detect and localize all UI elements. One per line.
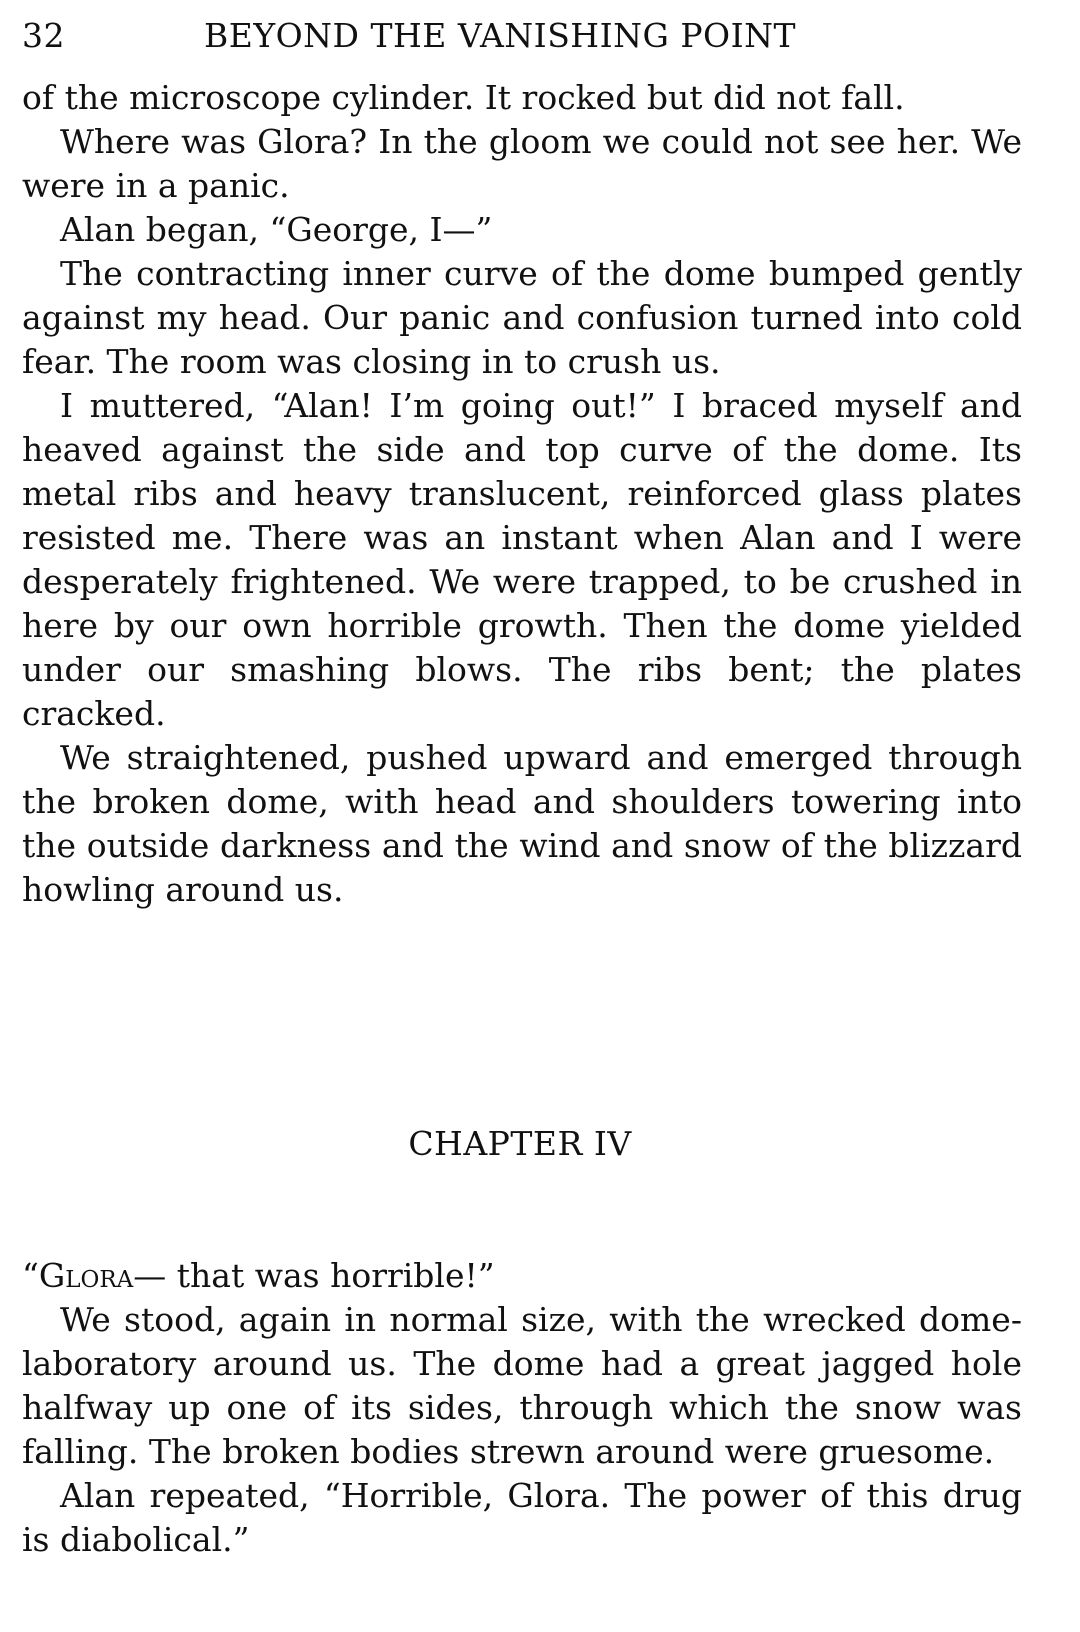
paragraph: of the microscope cylinder. It rocked but did not fall. bbox=[22, 78, 905, 117]
page-number: 32 bbox=[22, 16, 65, 55]
paragraph: I muttered, “Alan! I’m going out!” I braced myself and heaved against the side and top curve of the dome. Its metal ribs and heavy translucent, reinforced glass plates resisted me. There was an instant when Alan and I were desperately frightened. We were trapped, to be crushed in here by our own horrible growth. Then the dome yielded under our smashing blows. The ribs bent; the plates cracked. bbox=[22, 386, 1022, 733]
book-title: BEYOND THE VANISHING POINT bbox=[204, 16, 797, 55]
paragraph: The contracting inner curve of the dome bumped gently against my head. Our panic and confusion turned into cold fear. The room was closing in to crush us. bbox=[22, 254, 1022, 381]
opening-smallcaps: “Glora— bbox=[22, 1256, 167, 1295]
paragraph: Alan repeated, “Horrible, Glora. The power of this drug is diabolical.” bbox=[22, 1476, 1022, 1559]
running-head bbox=[22, 14, 1022, 58]
text-block-chapter-four bbox=[22, 1254, 1022, 1562]
text-block-before-chapter bbox=[22, 76, 1022, 912]
paragraph: We straightened, pushed upward and emerged through the broken dome, with head and shoulders towering into the outside darkness and the wind and snow of the blizzard howling around us. bbox=[22, 738, 1022, 909]
paragraph: We stood, again in normal size, with the wrecked dome-laboratory around us. The dome had a great jagged hole halfway up one of its sides, through which the snow was falling. The broken bodies strewn around were gruesome. bbox=[22, 1300, 1022, 1471]
chapter-opening-line bbox=[22, 1254, 1022, 1298]
paragraph: Where was Glora? In the gloom we could not see her. We were in a panic. bbox=[22, 122, 1022, 205]
opening-rest: that was horrible!” bbox=[166, 1256, 495, 1295]
chapter-heading: CHAPTER IV bbox=[408, 1124, 632, 1163]
paragraph: Alan began, “George, I—” bbox=[60, 210, 493, 249]
